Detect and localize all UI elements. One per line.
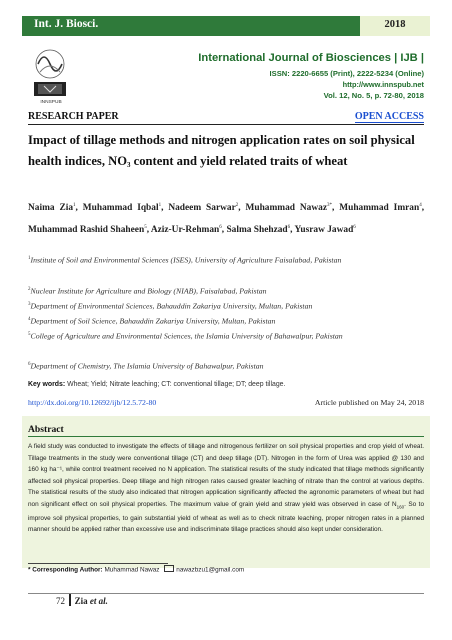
affiliation-text: Department of Chemistry, The Islamia University of Bahawalpur, Pakistan xyxy=(30,361,264,371)
author-sup: 6 xyxy=(353,225,356,231)
article-title xyxy=(28,130,424,175)
affiliation-text: Nuclear Institute for Agriculture and Biology (NIAB), Faisalabad, Pakistan xyxy=(30,286,267,296)
volume-info: Vol. 12, No. 5, p. 72-80, 2018 xyxy=(323,91,424,100)
affiliation xyxy=(28,358,424,373)
affiliation-number: 6 xyxy=(28,362,31,367)
affiliation-number: 4 xyxy=(28,317,31,322)
author-sup: 2 xyxy=(235,203,239,208)
abstract-text xyxy=(28,441,424,536)
affiliation-number: 2 xyxy=(28,287,31,292)
author-name: Muhammad Iqbal xyxy=(82,203,159,214)
footer-author: Zia xyxy=(74,596,90,606)
footer-etal: et al. xyxy=(89,596,108,606)
corresponding-email[interactable]: nawazbzu1@gmail.com xyxy=(176,566,245,574)
author-name: Yusraw Jawad xyxy=(294,225,354,236)
keywords-text: Wheat; Yield; Nitrate leaching; CT: conventional tillage; DT; deep tillage. xyxy=(65,381,286,388)
affiliation xyxy=(28,298,424,313)
abstract-heading: Abstract xyxy=(28,424,64,435)
affiliation-text: Department of Soil Science, Bahauddin Zakariya University, Multan, Pakistan xyxy=(30,316,276,326)
affiliation xyxy=(28,328,424,343)
affiliation-text: Institute of Soil and Environmental Sciences (ISES), University of Agriculture Faisalabad, Pakistan xyxy=(30,255,342,265)
title-part-2: content and yield related traits of wheat xyxy=(130,153,348,168)
header-rule xyxy=(28,124,424,125)
research-paper-label: RESEARCH PAPER xyxy=(28,111,119,122)
author-sup: 1 xyxy=(158,203,162,208)
keywords-label: Key words: xyxy=(28,381,66,388)
affiliation xyxy=(28,313,424,328)
issn: ISSN: 2220-6655 (Print), 2222-5234 (Online) xyxy=(269,69,424,78)
author-name: Muhammad Nawaz xyxy=(245,203,327,214)
journal-url[interactable]: http://www.innspub.net xyxy=(342,80,424,89)
author-name: Nadeem Sarwar xyxy=(168,203,236,214)
affiliation xyxy=(28,283,424,298)
author-list: Naima Zia$^1$, Muhammad Iqbal$^1$, Nadeem Sarwar$^2$, Muhammad Nawaz$^{3*}$, Muhammad Imran$^4$, Muhammad Rashid Shaheen$^5$, Aziz-Ur-Rehman$^6$, Salma Shehzad$^6$, Yusraw Jawad$^6$ xyxy=(28,203,425,236)
published-date: Article published on May 24, 2018 xyxy=(314,398,424,407)
affiliation xyxy=(28,252,424,267)
title-subscript: 3 xyxy=(127,160,131,169)
footnote-rule xyxy=(28,563,168,564)
author-name: Aziz-Ur-Rehman xyxy=(150,225,220,236)
corresponding-name: Muhammad Nawaz xyxy=(102,566,162,574)
author-sup: 6 xyxy=(219,225,222,231)
abstract-part-1: A field study was conducted to investigate the effects of tillage and nitrogenous fertilizer on soil physical properties and crop yield of wheat. Tillage treatments in the study were conventional tillage (CT) and deep tillage (DT). Nitrogen in the form of Urea was applied @ 130 and 160 kg ha⁻¹, while control treatment received no N application. The statistical results of the study indicated that tillage methods significantly affected soil physical properties. Deep tillage and high nitrogen rates caused greater leaching of nitrate than the control at various depths. The statistical results of the study also indicated that nitrogen application significantly affected the agronomic parameters of wheat but had non significant effect on soil physical properties. The maximum value of grain yield and straw yield was observed in case of N xyxy=(28,443,424,508)
abstract-rule xyxy=(28,436,424,437)
journal-title: International Journal of Biosciences | IJB | xyxy=(198,52,424,64)
affiliation-text: Department of Environmental Sciences, Bahauddin Zakariya University, Multan, Pakistan xyxy=(30,301,313,311)
abstract-subscript: 160 xyxy=(396,504,405,510)
author-name: Muhammad Rashid Shaheen xyxy=(28,225,145,236)
author-sup: 4 xyxy=(419,203,422,208)
keywords xyxy=(28,381,424,388)
author-name: Muhammad Imran xyxy=(339,203,420,214)
title-part-1: Impact of tillage methods and nitrogen application rates on soil physical health indices, NO xyxy=(28,133,415,168)
journal-abbreviation: Int. J. Biosci. xyxy=(34,18,99,30)
affiliation-number: 1 xyxy=(28,256,31,261)
corresponding-author xyxy=(28,565,424,574)
envelope-icon xyxy=(164,565,174,572)
doi-link[interactable]: http://dx.doi.org/10.12692/ijb/12.5.72-80 xyxy=(28,398,157,407)
author-name: Naima Zia xyxy=(28,203,74,214)
open-access-label[interactable] xyxy=(300,111,424,122)
abstract-part-2: . So to improve soil physical properties, to gain substantial yield of wheat as well as to check nitrate leaching, proper nitrogen rates in a planned manner should be applied rather than excessive use and indiscriminate tillage practices should also kept under consideration. xyxy=(28,500,424,534)
year-label: 2018 xyxy=(384,19,406,30)
affiliation-number: 5 xyxy=(28,332,31,337)
author-sup: 1 xyxy=(73,203,76,208)
open-access-link[interactable]: OPEN ACCESS xyxy=(354,111,424,122)
affiliation-number: 3 xyxy=(28,302,31,307)
corresponding-label: * Corresponding Author: xyxy=(28,566,103,574)
innspub-logo-icon xyxy=(24,42,76,102)
footer-divider xyxy=(69,594,71,606)
logo-text: INNSPUB xyxy=(40,100,62,105)
page-footer xyxy=(56,594,108,606)
page-number: 72 xyxy=(56,596,65,606)
author-sup: 5 xyxy=(144,225,147,231)
author-name: Salma Shehzad xyxy=(226,225,288,236)
author-sup: 3* xyxy=(327,203,332,208)
affiliation-text: College of Agriculture and Environmental Sciences, the Islamia University of Bahawalpur, Pakistan xyxy=(30,331,343,341)
author-sup: 6 xyxy=(287,225,291,231)
